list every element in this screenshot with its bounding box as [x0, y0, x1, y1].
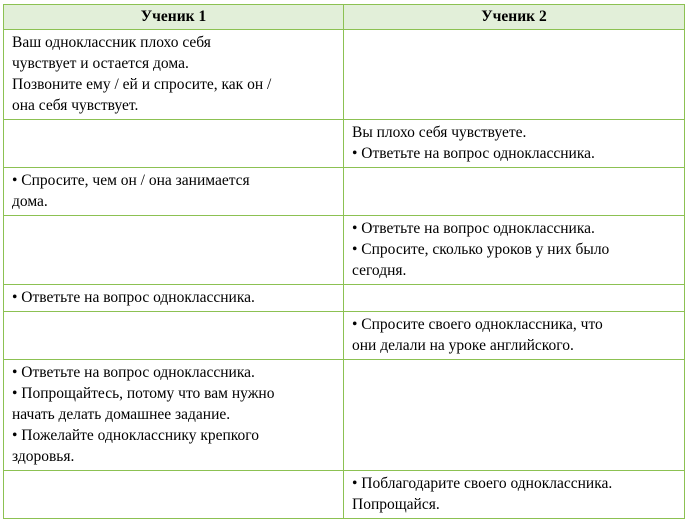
role-play-table — [3, 4, 685, 519]
cell-student-1 — [4, 285, 344, 312]
table-row — [4, 360, 685, 471]
table-row — [4, 285, 685, 312]
cell-student-1 — [4, 120, 344, 168]
cell-line: дома. — [12, 193, 48, 210]
cell-line: здоровья. — [12, 448, 75, 465]
header-student-1: Ученик 1 — [4, 5, 344, 30]
cell-line: • Спросите, сколько уроков у них было — [352, 241, 610, 258]
cell-line: чувствует и остается дома. — [12, 55, 189, 72]
cell-line: они делали на уроке английского. — [352, 337, 574, 354]
cell-student-2 — [344, 168, 685, 216]
cell-line: она себя чувствует. — [12, 97, 139, 114]
header-student-2: Ученик 2 — [344, 5, 685, 30]
cell-student-2 — [344, 312, 685, 360]
cell-line: • Попрощайтесь, потому что вам нужно — [12, 385, 275, 402]
cell-student-1 — [4, 312, 344, 360]
cell-student-1 — [4, 30, 344, 120]
cell-line: • Спросите своего одноклассника, что — [352, 316, 603, 333]
table-row — [4, 168, 685, 216]
cell-line: сегодня. — [352, 262, 407, 279]
cell-line: Вы плохо себя чувствуете. — [352, 124, 527, 141]
cell-student-2 — [344, 30, 685, 120]
table-row — [4, 471, 685, 519]
table-row — [4, 30, 685, 120]
cell-line: • Пожелайте однокласснику крепкого — [12, 427, 260, 444]
cell-line: • Поблагодарите своего одноклассника. — [352, 475, 613, 492]
cell-line: Попрощайся. — [352, 496, 440, 513]
table-row — [4, 120, 685, 168]
cell-line: • Спросите, чем он / она занимается — [12, 172, 250, 189]
cell-student-2 — [344, 285, 685, 312]
cell-student-1 — [4, 471, 344, 519]
cell-line: • Ответьте на вопрос одноклассника. — [352, 220, 595, 237]
cell-student-1 — [4, 168, 344, 216]
cell-student-2 — [344, 120, 685, 168]
cell-student-1 — [4, 216, 344, 285]
cell-student-2 — [344, 360, 685, 471]
table-row — [4, 216, 685, 285]
table-row — [4, 312, 685, 360]
cell-student-2 — [344, 216, 685, 285]
cell-line: • Ответьте на вопрос одноклассника. — [12, 289, 255, 306]
cell-line: Ваш одноклассник плохо себя — [12, 34, 211, 51]
cell-student-2 — [344, 471, 685, 519]
cell-line: Позвоните ему / ей и спросите, как он / — [12, 76, 272, 93]
cell-line: • Ответьте на вопрос одноклассника. — [352, 145, 595, 162]
header-row — [4, 5, 685, 30]
cell-student-1 — [4, 360, 344, 471]
cell-line: • Ответьте на вопрос одноклассника. — [12, 364, 255, 381]
cell-line: начать делать домашнее задание. — [12, 406, 231, 423]
